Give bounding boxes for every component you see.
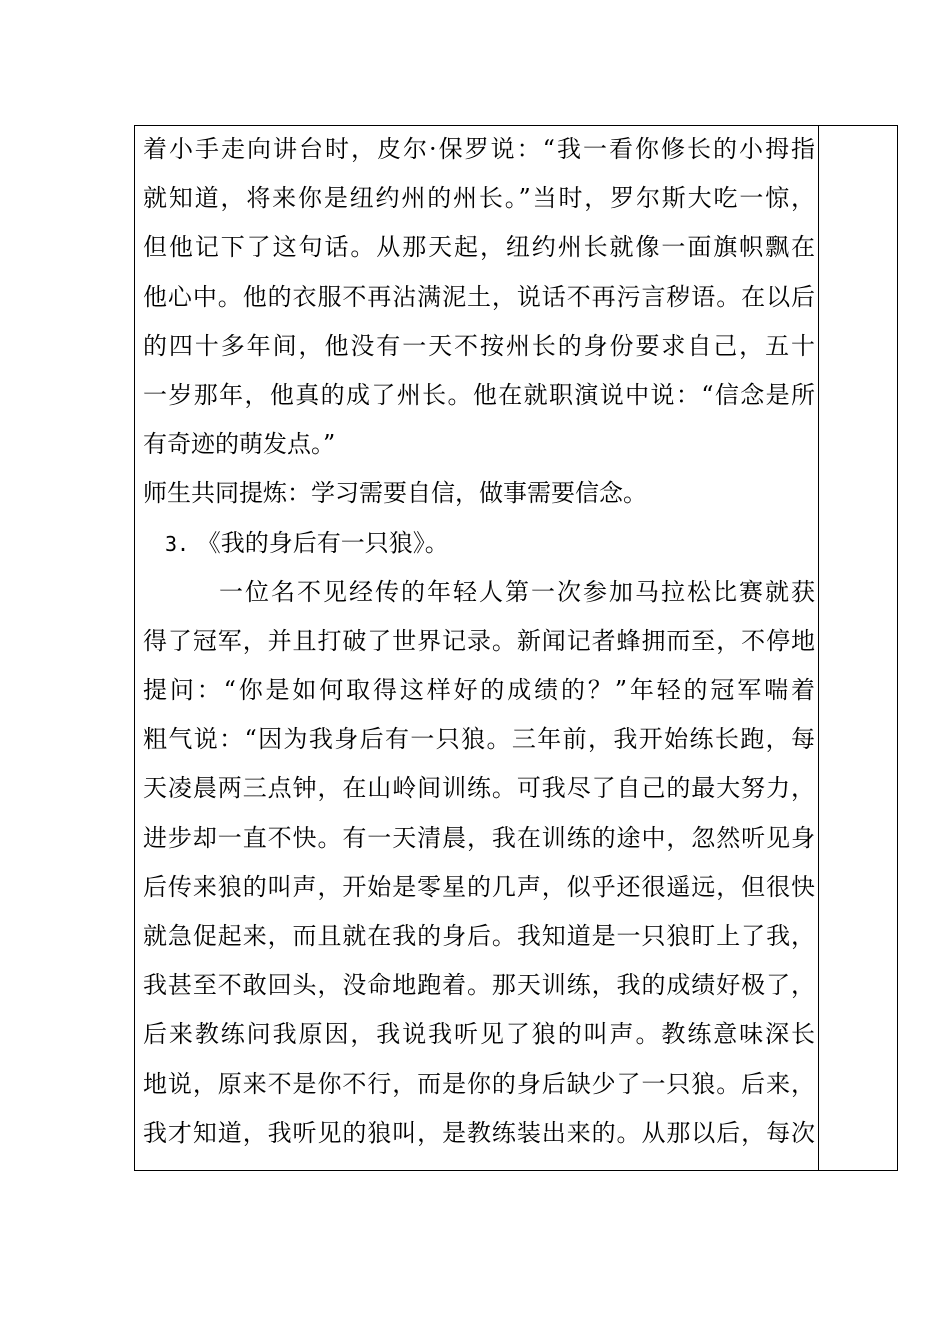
text-line: 着小手走向讲台时，皮尔·保罗说：“我一看你修长的小拇指 [143, 135, 815, 163]
section-heading [143, 519, 815, 568]
text-line: 地说，原来不是你不行，而是你的身后缺少了一只狼。后来， [143, 1069, 815, 1098]
text-line: 后传来狼的叫声，开始是零星的几声，似乎还很遥远，但很快 [143, 872, 815, 901]
text-line: 一位名不见经传的年轻人第一次参加马拉松比赛就获 [219, 577, 815, 606]
summary-line: 师生共同提炼：学习需要自信，做事需要信念。 [143, 479, 647, 508]
table-column-divider [818, 125, 819, 1171]
text-line: 天凌晨两三点钟，在山岭间训练。可我尽了自己的最大努力， [143, 774, 815, 803]
text-line: 有奇迹的萌发点。” [143, 430, 336, 459]
text-line: 一岁那年，他真的成了州长。他在就职演说中说：“信念是所 [143, 380, 815, 409]
text-line: 粗气说：“因为我身后有一只狼。三年前，我开始练长跑，每 [143, 725, 815, 754]
text-line: 提问：“你是如何取得这样好的成绩的？”年轻的冠军喘着 [143, 676, 815, 705]
text-line: 后来教练问我原因，我说我听见了狼的叫声。教练意味深长 [143, 1020, 815, 1049]
paragraph-wolf-story [143, 568, 815, 1158]
main-text-cell [143, 125, 815, 1158]
text-line: 我甚至不敢回头，没命地跑着。那天训练，我的成绩好极了， [143, 971, 815, 1000]
section-title: 《我的身后有一只狼》。 [196, 528, 449, 557]
text-line: 他心中。他的衣服不再沾满泥土，说话不再污言秽语。在以后 [143, 282, 815, 311]
text-line: 就知道，将来你是纽约州的州长。”当时，罗尔斯大吃一惊， [143, 184, 815, 213]
section-number: 3. [165, 531, 190, 556]
text-line: 但他记下了这句话。从那天起，纽约州长就像一面旗帜飘在 [143, 233, 815, 262]
paragraph-rolls-story [143, 125, 815, 469]
text-line: 的四十多年间，他没有一天不按州长的身份要求自己，五十 [143, 331, 815, 360]
text-line: 就急促起来，而且就在我的身后。我知道是一只狼盯上了我， [143, 922, 815, 950]
text-line: 我才知道，我听见的狼叫，是教练装出来的。从那以后，每次 [143, 1118, 815, 1147]
text-line: 得了冠军，并且打破了世界记录。新闻记者蜂拥而至，不停地 [143, 626, 815, 655]
text-line: 进步却一直不快。有一天清晨，我在训练的途中，忽然听见身 [143, 823, 815, 852]
